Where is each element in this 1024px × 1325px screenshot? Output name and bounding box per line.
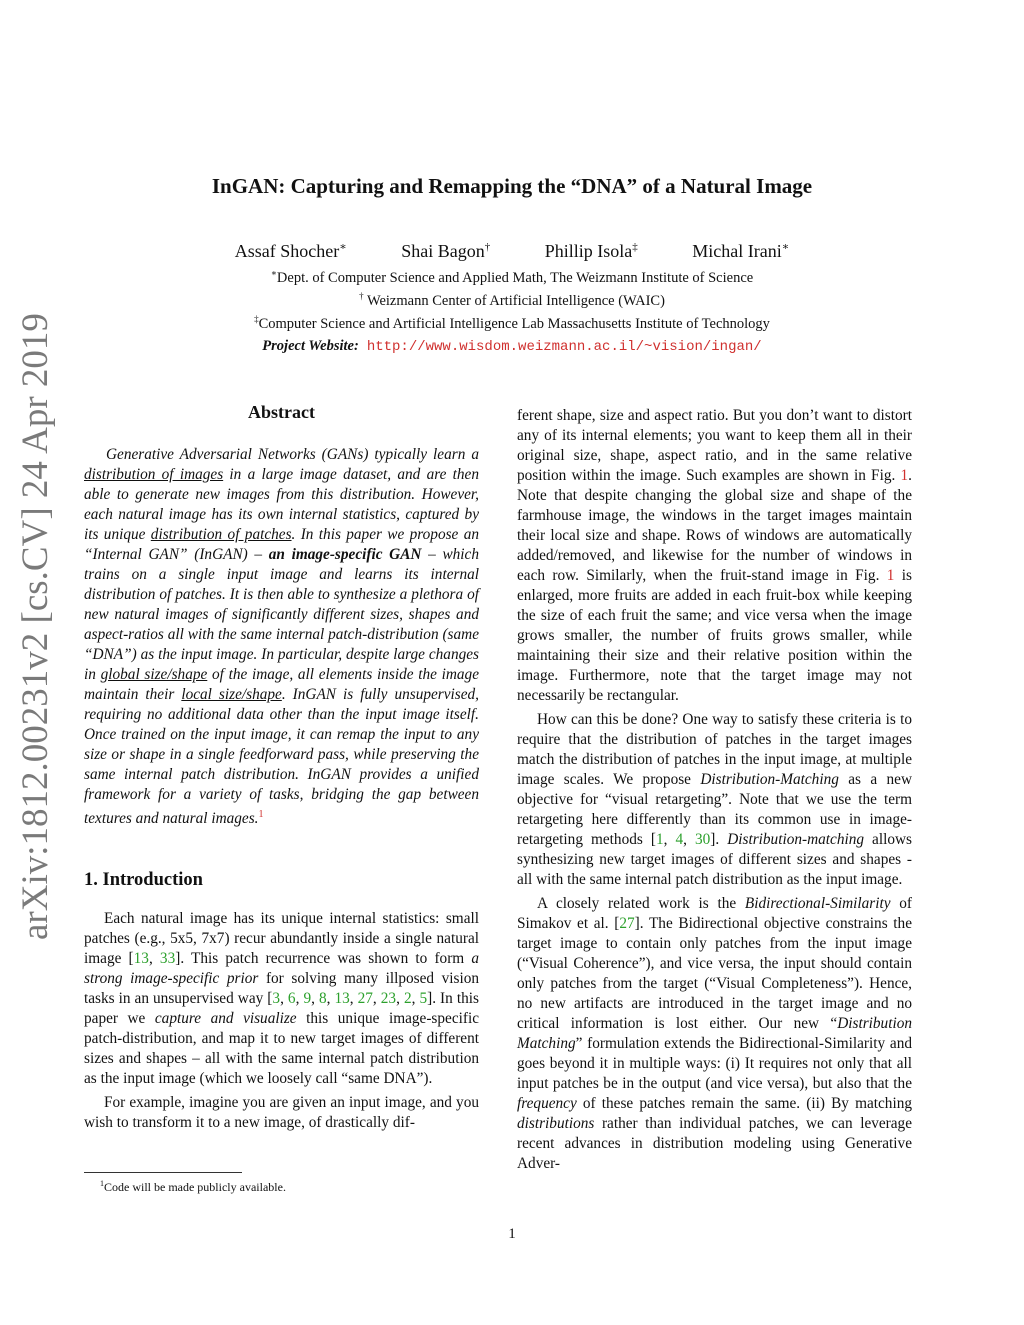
affiliation: ∗Dept. of Computer Science and Applied Math, The Weizmann Institute of Science (270, 268, 754, 286)
abstract-text: Generative Adversarial Networks (GANs) typically learn a distribution of images in a large image dataset, and are then able to generate new images from this distribution. However, each natural image has its own internal statistics, captured by its unique distribution of patches. In this paper we propose an “Internal GAN” (InGAN) – an image-specific GAN – which trains on a single input image and learns its internal distribution of patches. It is then able to synthesize a plethora of new natural images of significantly different sizes, shapes and aspect-ratios all with the same internal patch-distribution (same “DNA”) as the input image. In particular, despite large changes in global size/shape of the image, all elements inside the image maintain their local size/shape. InGAN is fully unsupervised, requiring no additional data other than the input image itself. Once trained on the input image, it can remap the input to any size or shape in a single feedforward pass, while preserving the same internal patch distribution. InGAN provides a unified framework for a variety of tasks, bridging the gap between textures and natural images.$^1$ (84, 446, 480, 828)
page-number: 1 (508, 1226, 516, 1242)
paper-title: InGAN: Capturing and Remapping the “DNA” of a Natural Image (211, 174, 813, 198)
author: Assaf Shocher∗ (234, 241, 347, 261)
affiliation: † Weizmann Center of Artificial Intelligence (WAIC) (359, 291, 665, 309)
body-paragraph: For example, imagine you are given an input image, and you wish to transform it to a new image, of drastically dif- (84, 1094, 479, 1132)
section-heading: 1. Introduction (84, 870, 203, 891)
body-paragraph: A closely related work is the Bidirectional-Similarity of Simakov et al. [27]. The Bidirectional objective constrains the target image to contain only patches from the input image (“Visual Coherence”), and vice versa, the input should contain only patches from the target (“Visual Completeness”). Hence, no new artifacts are introduced in the target image and no critical information is lost either. Our new “Distribution Matching” formulation extends the Bidirectional-Similarity and goes beyond it in multiple ways: (i) It requires not only that all input patches be in the output (and vice versa), but also that the frequency of these patches remain the same. (ii) By matching distributions rather than individual patches, we can leverage recent advances in distribution modeling using Generative Adver- (517, 895, 912, 1172)
right-column (517, 406, 912, 1178)
footnote: $^1$Code will be made publicly available. (100, 1179, 286, 1194)
abstract-heading: Abstract (248, 402, 315, 422)
affiliation: ‡Computer Science and Artificial Intelligence Lab Massachusetts Institute of Technology (254, 314, 770, 332)
arxiv-stamp: arXiv:1812.00231v2 [cs.CV] 24 Apr 2019 (15, 313, 56, 940)
project-website: Project Website: http://www.wisdom.weizmann.ac.il/~vision/ingan/ (262, 338, 762, 355)
left-column (84, 402, 479, 1137)
author-list (0, 240, 1024, 262)
footnote-rule (84, 1172, 242, 1173)
body-paragraph: ferent shape, size and aspect ratio. But you don’t want to distort any of its internal elements; you want to keep them all in their original size, shape, aspect ratio, and in the same relative position within the image. Such examples are shown in Fig. 1. Note that despite changing the global size and shape of the farmhouse image, the windows in the target images maintain their local size and shape. Rows of windows are automatically added/removed, and likewise for the number of windows in each row. Similarly, when the fruit-stand image in Fig. 1 is enlarged, more fruits are added in each fruit-box while keeping the size of each fruit the same; and vice versa when the image grows smaller, the number of fruits grows smaller, while maintaining their size and their relative position within the image. Furthermore, note that the target image may not necessarily be rectangular. (517, 407, 912, 704)
author: Michal Irani∗ (692, 241, 790, 261)
author: Shai Bagon† (401, 241, 491, 261)
body-paragraph: Each natural image has its unique internal statistics: small patches (e.g., 5x5, 7x7) recur abundantly inside a single natural image [13, 33]. This patch recurrence was shown to form a strong image-specific prior for solving many illposed vision tasks in an unsupervised way [3, 6, 9, 8, 13, 27, 23, 2, 5]. In this paper we capture and visualize this unique image-specific patch-distribution, and map it to new target images of different sizes and shapes – all with the same internal patch distribution as the input image (which we loosely call “same DNA”). (84, 910, 480, 1088)
body-paragraph: How can this be done? One way to satisfy these criteria is to require that the distribution of patches in the target images match the distribution of patches in the input image, at multiple image scales. We propose Distribution-Matching as a new objective for “visual retargeting”. Note that we use the term retargeting here differently than its common use in image-retargeting methods [1, 4, 30]. Distribution-matching allows synthesizing new target images of different sizes and shapes - all with the same internal patch distribution as the input image. (517, 711, 912, 888)
author: Phillip Isola‡ (544, 241, 638, 261)
project-url-link[interactable]: http://www.wisdom.weizmann.ac.il/~vision/ingan/ (366, 339, 762, 355)
